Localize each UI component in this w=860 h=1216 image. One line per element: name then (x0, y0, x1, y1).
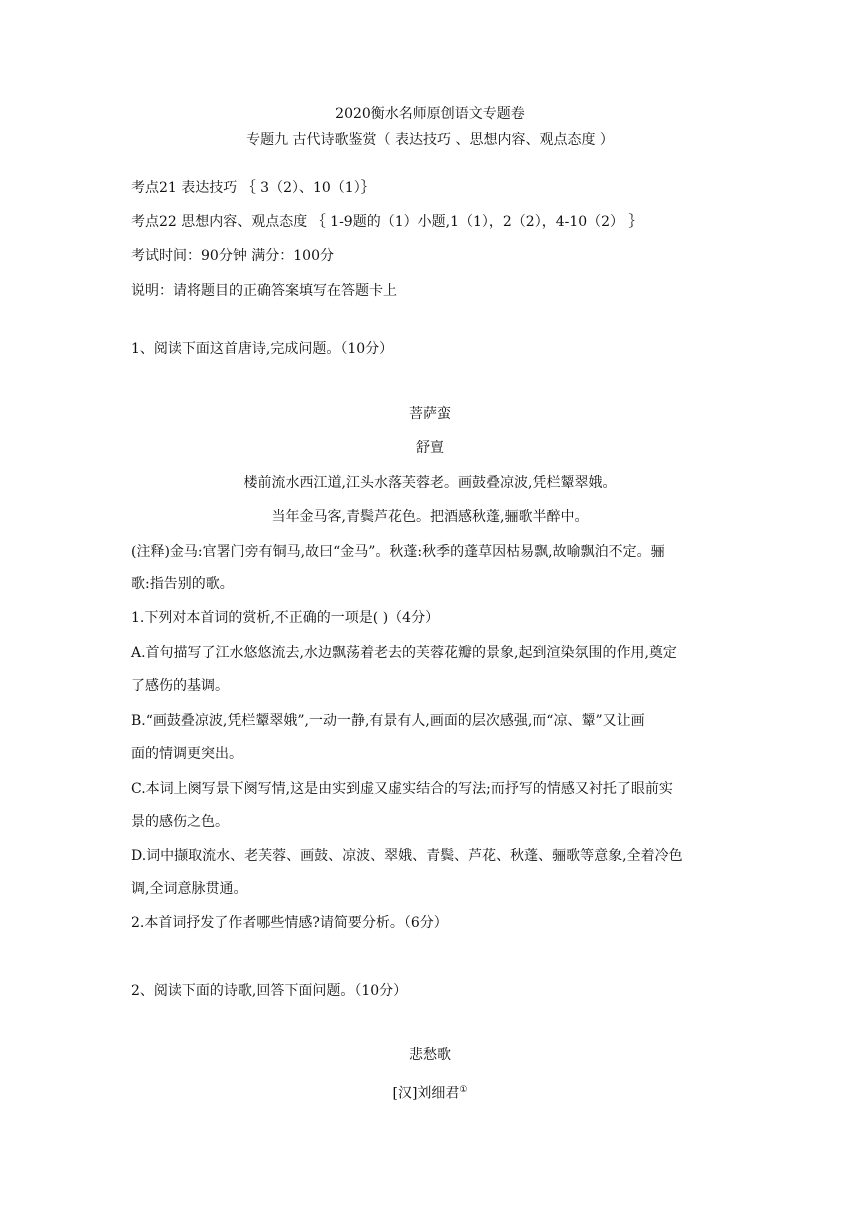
question-1-intro: 1、阅读下面这首唐诗,完成问题。（10分） (131, 341, 394, 357)
sub-question-1: 1.下列对本首词的赏析,不正确的一项是( )（4分） (131, 610, 440, 626)
option-b-line-2: 面的情调更突出。 (131, 746, 243, 762)
poem-1-author: 舒亶 (416, 440, 444, 456)
poem-1-note-line-1: (注释)金马:官署门旁有铜马,故曰“金马”。秋蓬:秋季的蓬草因枯易飘,故喻飘泊不定。骊 (131, 544, 665, 560)
poem-1-note-line-2: 歌:指告别的歌。 (131, 576, 234, 592)
poem-1-line-2: 当年金马客,青鬓芦花色。把酒感秋蓬,骊歌半醉中。 (271, 509, 589, 525)
option-c-line-1: C.本词上阕写景下阕写情,这是由实到虚又虚实结合的写法;而抒写的情感又衬托了眼前实 (131, 781, 673, 797)
option-d-line-2: 调,全词意脉贯通。 (131, 881, 248, 897)
question-2-intro: 2、阅读下面的诗歌,回答下面问题。（10分） (131, 983, 408, 999)
exam-time: 考试时间：90分钟 满分：100分 (131, 248, 334, 264)
document-title: 2020衡水名师原创语文专题卷 (335, 106, 525, 122)
poem-2-author-line (0, 1080, 860, 1104)
kaodian-21: 考点21 表达技巧 ｛ 3（2）、10（1）｝ (131, 180, 375, 196)
sub-question-2: 2.本首词抒发了作者哪些情感?请简要分析。（6分） (131, 915, 448, 931)
option-d-line-1: D.词中撷取流水、老芙蓉、画鼓、凉波、翠娥、青鬓、芦花、秋蓬、骊歌等意象,全着冷色 (131, 848, 683, 864)
option-b-line-1: B.“画鼓叠凉波,凭栏颦翠娥”,一动一静,有景有人,画面的层次感强,而“凉、颦”又让画 (131, 713, 645, 729)
poem-2-title: 悲愁歌 (409, 1047, 451, 1063)
exam-note: 说明：请将题目的正确答案填写在答题卡上 (131, 283, 397, 299)
option-c-line-2: 景的感伤之色。 (131, 814, 229, 830)
option-a-line-2: 了感伤的基调。 (131, 678, 229, 694)
poem-1-title: 菩萨蛮 (409, 406, 451, 422)
document-subtitle: 专题九 古代诗歌鉴赏（ 表达技巧 、思想内容、观点态度 ） (246, 132, 614, 148)
kaodian-22: 考点22 思想内容、观点态度 ｛ 1-9题的（1）小题,1（1），2（2），4-10（2） ｝ (131, 214, 643, 230)
poem-1-line-1: 楼前流水西江道,江头水落芙蓉老。画鼓叠凉波,凭栏颦翠娥。 (243, 475, 617, 491)
option-a-line-1: A.首句描写了江水悠悠流去,水边飘荡着老去的芙蓉花瓣的景象,起到渲染氛围的作用,奠定 (131, 645, 677, 661)
poem-2-author: [汉]刘细君 (392, 1085, 460, 1102)
footnote-marker: ① (459, 1085, 468, 1095)
